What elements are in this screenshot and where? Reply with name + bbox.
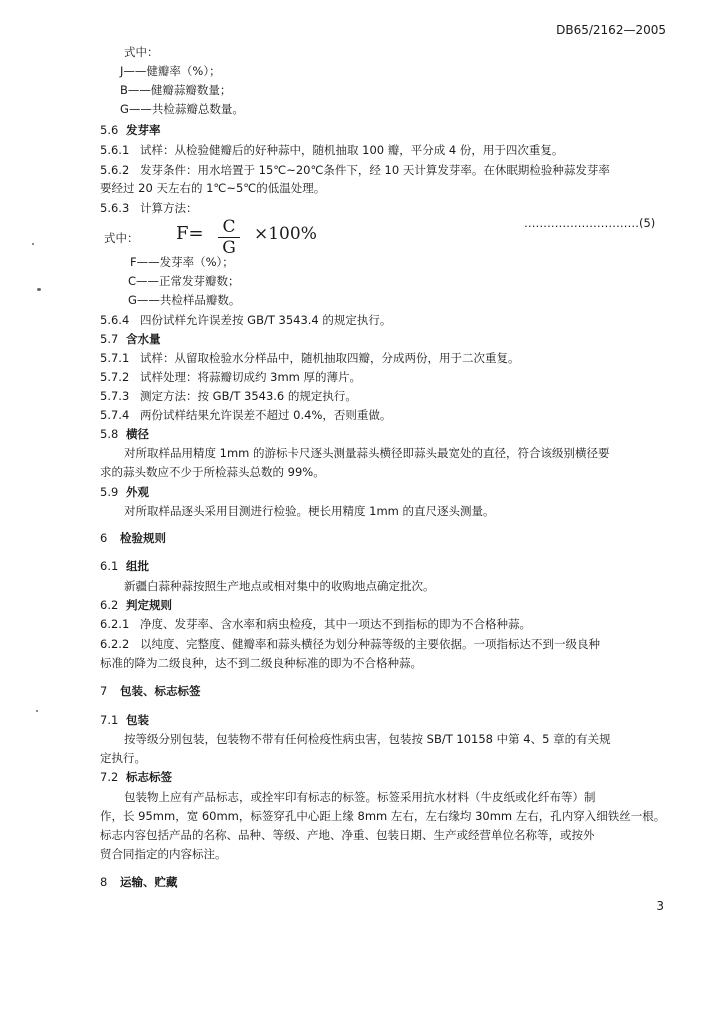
section-number: 7.1 [100,713,119,727]
clause [100,142,563,158]
formula-legend-line: G——共检样品瓣数。 [128,293,241,307]
clause [100,636,600,652]
formula-multiplier: ×100% [254,224,317,244]
formula-prefix: 式中： [104,231,139,245]
clause-text: 发芽条件：用水培置于 15℃~20℃条件下，经 10 天计算发芽率。在休眠期检验种蒜发芽率 [140,163,610,177]
section-heading [100,597,172,613]
section-number: 5.6 [100,123,119,137]
page-number: 3 [656,899,664,913]
clause-text: 净度、发芽率、含水率和病虫检疫，其中一项达不到指标的即为不合格种蒜。 [140,617,531,631]
paragraph-line: 贸合同指定的内容标注。 [100,847,227,861]
chapter-title: 检验规则 [120,531,166,545]
section-number: 7.2 [100,770,119,784]
scan-speck [37,288,41,291]
section-title: 横径 [126,427,149,441]
clause-number: 5.7.1 [100,351,130,365]
fraction-denominator: G [222,238,236,258]
clause-text: 测定方法：按 GB/T 3543.6 的规定执行。 [140,389,357,403]
clause [100,312,391,328]
section-heading [100,122,161,138]
equation-number: …………………………(5) [524,216,656,230]
clause [100,162,610,178]
header-doc-code: DB65/2162—2005 [556,23,666,37]
chapter-heading [100,530,166,546]
paragraph-line: 作，长 95mm，宽 60mm，标签穿孔中心距上缘 8mm 左右，左右缘均 30mm 左右，孔内穿入细铁丝一根。 [100,809,666,823]
formula-legend-line: C——正常发芽瓣数； [128,274,240,288]
clause-text: 试样：从检验健瓣后的好种蒜中，随机抽取 100 瓣，平分成 4 份，用于四次重复。 [140,143,564,157]
clause-text: 四份试样允许误差按 GB/T 3543.4 的规定执行。 [140,313,392,327]
clause-number: 6.2.2 [100,637,130,651]
chapter-number: 6 [100,531,108,545]
clause-number: 5.7.2 [100,370,130,384]
section-title: 发芽率 [126,123,161,137]
section-heading [100,331,161,347]
clause-text: 试样：从留取检验水分样品中，随机抽取四瓣，分成两份，用于二次重复。 [140,351,520,365]
scan-speck [32,243,34,245]
chapter-title: 运输、贮藏 [120,875,178,889]
section-title: 包装 [126,713,149,727]
clause-continuation: 要经过 20 天左右的 1℃~5℃的低温处理。 [100,181,326,195]
clause-text: 两份试样结果允许误差不超过 0.4%，否则重做。 [140,408,392,422]
paragraph-line: 标志内容包括产品的名称、品种、等级、产地、净重、包装日期、生产或经营单位名称等，或按外 [100,828,595,842]
section-title: 含水量 [126,332,161,346]
section-heading [100,558,149,574]
clause [100,388,357,404]
paragraph-line: 求的蒜头数应不少于所检蒜头总数的 99%。 [100,465,325,479]
paragraph-line: 对所取样品逐头采用目测进行检验。梗长用精度 1mm 的直尺逐头测量。 [124,504,495,518]
clause-number: 5.7.3 [100,389,130,403]
section-title: 判定规则 [126,598,172,612]
clause-number: 5.7.4 [100,408,130,422]
formula [104,218,364,258]
clause-number: 5.6.4 [100,313,130,327]
paragraph-line: 按等级分别包装，包装物不带有任何检疫性病虫害，包装按 SB/T 10158 中第 4、5 章的有关规 [124,732,611,746]
clause-text: 以纯度、完整度、健瓣率和蒜头横径为划分种蒜等级的主要依据。一项指标达不到一级良种 [140,637,600,651]
clause-number: 5.6.1 [100,143,130,157]
clause [100,350,520,366]
paragraph-line: 包装物上应有产品标志，或拴牢印有标志的标签。标签采用抗水材料（牛皮纸或化纤布等）制 [124,790,596,804]
formula-legend-line: G——共检蒜瓣总数量。 [120,102,244,116]
section-number: 5.7 [100,332,119,346]
formula-legend-intro: 式中： [124,45,159,59]
clause-text: 试样处理：将蒜瓣切成约 3mm 厚的薄片。 [140,370,362,384]
section-heading [100,484,149,500]
chapter-heading [100,683,201,699]
clause-number: 5.6.3 [100,201,130,215]
chapter-title: 包装、标志标签 [120,684,201,698]
chapter-number: 7 [100,684,108,698]
formula-legend-line: J——健瓣率（%）； [120,64,221,78]
section-number: 6.2 [100,598,119,612]
clause [100,407,391,423]
chapter-number: 8 [100,875,108,889]
clause-number: 5.6.2 [100,163,130,177]
section-title: 外观 [126,485,149,499]
scan-speck [36,710,38,712]
clause [100,369,361,385]
clause-text: 计算方法： [140,201,198,215]
clause-number: 6.2.1 [100,617,130,631]
section-number: 5.8 [100,427,119,441]
formula-legend-line: F——发芽率（%）； [130,255,234,269]
formula-fraction [218,218,240,257]
section-heading [100,426,149,442]
clause [100,200,198,216]
chapter-heading [100,874,178,890]
fraction-numerator: C [222,217,236,237]
clause-continuation: 标准的降为二级良种，达不到二级良种标准的即为不合格种蒜。 [100,656,422,670]
section-title: 标志标签 [126,770,172,784]
paragraph-line: 定执行。 [100,751,146,765]
formula-legend-line: B——健瓣蒜瓣数量； [120,83,232,97]
section-number: 5.9 [100,485,119,499]
section-title: 组批 [126,559,149,573]
paragraph-line: 新疆白蒜种蒜按照生产地点或相对集中的收购地点确定批次。 [124,579,435,593]
formula-variable: F= [176,223,204,244]
paragraph-line: 对所取样品用精度 1mm 的游标卡尺逐头测量蒜头横径即蒜头最宽处的直径，符合该级别横径要 [124,446,610,460]
section-heading [100,712,149,728]
section-number: 6.1 [100,559,119,573]
clause [100,616,531,632]
section-heading [100,769,172,785]
